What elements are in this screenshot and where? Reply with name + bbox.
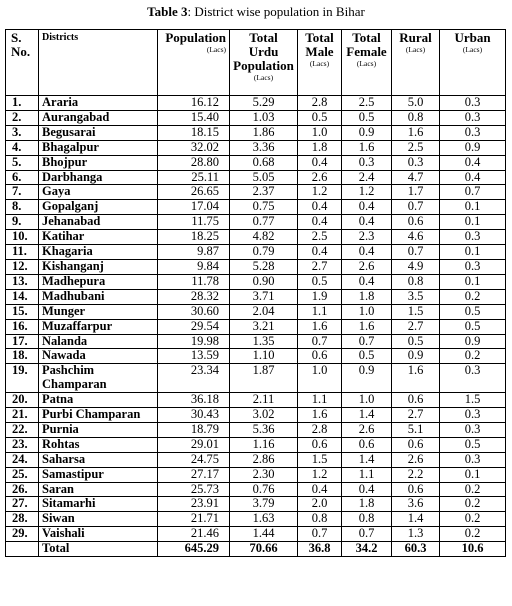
table-row [6, 512, 506, 527]
male-cell: 1.9 [298, 289, 342, 304]
female-cell: 0.4 [342, 215, 392, 230]
district-cell: Araria [39, 96, 158, 111]
sno-cell: 20. [6, 393, 39, 408]
urdu-cell: 2.37 [230, 185, 298, 200]
female-cell: 2.3 [342, 230, 392, 245]
female-cell: 2.4 [342, 170, 392, 185]
header-population-label: Population [165, 30, 226, 45]
population-cell: 18.25 [158, 230, 230, 245]
male-cell: 2.6 [298, 170, 342, 185]
total-sno-cell [6, 542, 39, 557]
header-urdu-unit: (Lacs) [253, 72, 274, 82]
population-cell: 11.75 [158, 215, 230, 230]
table-row [6, 364, 506, 393]
female-cell: 0.7 [342, 334, 392, 349]
urban-cell: 0.5 [440, 304, 506, 319]
urdu-cell: 0.75 [230, 200, 298, 215]
urban-cell: 0.3 [440, 408, 506, 423]
population-cell: 28.32 [158, 289, 230, 304]
male-cell: 0.7 [298, 334, 342, 349]
urdu-cell: 2.04 [230, 304, 298, 319]
urdu-cell: 3.02 [230, 408, 298, 423]
urban-cell: 0.4 [440, 155, 506, 170]
population-cell: 9.84 [158, 259, 230, 274]
population-cell: 29.54 [158, 319, 230, 334]
district-cell: Gaya [39, 185, 158, 200]
sno-cell: 28. [6, 512, 39, 527]
rural-cell: 1.5 [392, 304, 440, 319]
population-cell: 23.34 [158, 364, 230, 393]
sno-cell: 27. [6, 497, 39, 512]
header-urdu [230, 30, 298, 96]
female-cell: 1.0 [342, 393, 392, 408]
sno-cell: 26. [6, 482, 39, 497]
table-row [6, 482, 506, 497]
rural-cell: 0.7 [392, 200, 440, 215]
district-cell: Madhubani [39, 289, 158, 304]
table-row [6, 259, 506, 274]
population-cell: 9.87 [158, 245, 230, 260]
district-cell: Munger [39, 304, 158, 319]
male-cell: 1.0 [298, 125, 342, 140]
rural-cell: 0.9 [392, 349, 440, 364]
urban-cell: 1.5 [440, 393, 506, 408]
urdu-cell: 1.87 [230, 364, 298, 393]
district-cell: Jehanabad [39, 215, 158, 230]
urdu-cell: 1.86 [230, 125, 298, 140]
sno-cell: 3. [6, 125, 39, 140]
district-cell: Sitamarhi [39, 497, 158, 512]
urdu-cell: 2.86 [230, 452, 298, 467]
female-cell: 0.5 [342, 349, 392, 364]
table-row [6, 125, 506, 140]
male-cell: 1.1 [298, 393, 342, 408]
header-rural-label: Rural [399, 30, 432, 45]
female-cell: 1.0 [342, 304, 392, 319]
table-caption: : District wise population in Bihar [187, 4, 365, 19]
population-cell: 28.80 [158, 155, 230, 170]
sno-cell: 7. [6, 185, 39, 200]
district-cell: Kishanganj [39, 259, 158, 274]
header-male [298, 30, 342, 96]
district-cell: Vaishali [39, 527, 158, 542]
table-row [6, 230, 506, 245]
table-row [6, 422, 506, 437]
female-cell: 1.8 [342, 497, 392, 512]
urdu-cell: 5.05 [230, 170, 298, 185]
rural-cell: 4.7 [392, 170, 440, 185]
urban-cell: 0.7 [440, 185, 506, 200]
header-male-unit: (Lacs) [309, 58, 330, 68]
header-rural-unit: (Lacs) [405, 44, 426, 54]
female-cell: 0.4 [342, 200, 392, 215]
district-cell: Saran [39, 482, 158, 497]
female-cell: 1.8 [342, 289, 392, 304]
table-row [6, 140, 506, 155]
population-table [5, 29, 506, 557]
female-cell: 0.9 [342, 125, 392, 140]
urdu-cell: 0.79 [230, 245, 298, 260]
urdu-cell: 3.71 [230, 289, 298, 304]
urdu-cell: 0.77 [230, 215, 298, 230]
district-cell: Nawada [39, 349, 158, 364]
urdu-cell: 2.30 [230, 467, 298, 482]
sno-cell: 9. [6, 215, 39, 230]
table-row [6, 304, 506, 319]
sno-cell: 18. [6, 349, 39, 364]
population-cell: 30.43 [158, 408, 230, 423]
population-cell: 27.17 [158, 467, 230, 482]
district-cell: Nalanda [39, 334, 158, 349]
male-cell: 1.5 [298, 452, 342, 467]
sno-cell: 8. [6, 200, 39, 215]
urban-cell: 0.2 [440, 527, 506, 542]
female-cell: 1.4 [342, 408, 392, 423]
male-cell: 1.2 [298, 185, 342, 200]
district-cell: Purnia [39, 422, 158, 437]
district-cell: Madhepura [39, 274, 158, 289]
header-female-label: Total Female [346, 30, 387, 59]
female-cell: 0.8 [342, 512, 392, 527]
male-cell: 0.4 [298, 155, 342, 170]
sno-cell: 21. [6, 408, 39, 423]
population-cell: 18.79 [158, 422, 230, 437]
table-row [6, 408, 506, 423]
total-rural: 60.3 [392, 542, 440, 557]
population-cell: 25.11 [158, 170, 230, 185]
table-row [6, 245, 506, 260]
urban-cell: 0.3 [440, 422, 506, 437]
rural-cell: 5.0 [392, 96, 440, 111]
sno-cell: 11. [6, 245, 39, 260]
table-row [6, 200, 506, 215]
population-cell: 24.75 [158, 452, 230, 467]
female-cell: 2.6 [342, 259, 392, 274]
district-cell: Purbi Champaran [39, 408, 158, 423]
male-cell: 0.5 [298, 110, 342, 125]
sno-cell: 29. [6, 527, 39, 542]
population-cell: 17.04 [158, 200, 230, 215]
total-urdu: 70.66 [230, 542, 298, 557]
total-label: Total [39, 542, 158, 557]
rural-cell: 0.8 [392, 110, 440, 125]
female-cell: 1.4 [342, 452, 392, 467]
table-row [6, 319, 506, 334]
urdu-cell: 1.44 [230, 527, 298, 542]
rural-cell: 0.8 [392, 274, 440, 289]
urdu-cell: 0.76 [230, 482, 298, 497]
urban-cell: 0.1 [440, 215, 506, 230]
urdu-cell: 5.29 [230, 96, 298, 111]
rural-cell: 0.3 [392, 155, 440, 170]
urban-cell: 0.2 [440, 512, 506, 527]
male-cell: 1.1 [298, 304, 342, 319]
urban-cell: 0.3 [440, 259, 506, 274]
female-cell: 1.6 [342, 140, 392, 155]
rural-cell: 2.6 [392, 452, 440, 467]
male-cell: 0.4 [298, 200, 342, 215]
male-cell: 0.8 [298, 512, 342, 527]
urban-cell: 0.1 [440, 274, 506, 289]
header-urban-label: Urban [454, 30, 491, 45]
urdu-cell: 5.36 [230, 422, 298, 437]
header-sno: S. No. [6, 30, 39, 96]
table-row [6, 110, 506, 125]
urdu-cell: 1.16 [230, 437, 298, 452]
header-population [158, 30, 230, 96]
table-body [6, 96, 506, 542]
header-population-unit: (Lacs) [206, 44, 226, 54]
population-cell: 29.01 [158, 437, 230, 452]
male-cell: 2.8 [298, 422, 342, 437]
urban-cell: 0.9 [440, 140, 506, 155]
urban-cell: 0.3 [440, 96, 506, 111]
table-title [0, 4, 512, 20]
rural-cell: 2.7 [392, 319, 440, 334]
male-cell: 0.6 [298, 349, 342, 364]
header-rural [392, 30, 440, 96]
rural-cell: 1.6 [392, 364, 440, 393]
urban-cell: 0.2 [440, 349, 506, 364]
rural-cell: 3.6 [392, 497, 440, 512]
header-row [6, 30, 506, 96]
district-cell: Pashchim Champaran [39, 364, 158, 393]
male-cell: 0.5 [298, 274, 342, 289]
urban-cell: 0.2 [440, 497, 506, 512]
district-cell: Darbhanga [39, 170, 158, 185]
sno-cell: 22. [6, 422, 39, 437]
district-cell: Rohtas [39, 437, 158, 452]
rural-cell: 2.2 [392, 467, 440, 482]
female-cell: 0.7 [342, 527, 392, 542]
district-cell: Katihar [39, 230, 158, 245]
header-male-label: Total Male [305, 30, 334, 59]
header-urban-unit: (Lacs) [462, 44, 483, 54]
table-row [6, 170, 506, 185]
table-row [6, 185, 506, 200]
sno-cell: 23. [6, 437, 39, 452]
district-cell: Khagaria [39, 245, 158, 260]
population-cell: 32.02 [158, 140, 230, 155]
urdu-cell: 3.21 [230, 319, 298, 334]
urdu-cell: 1.63 [230, 512, 298, 527]
male-cell: 0.4 [298, 482, 342, 497]
male-cell: 2.8 [298, 96, 342, 111]
female-cell: 0.6 [342, 437, 392, 452]
table-row [6, 527, 506, 542]
table-row [6, 96, 506, 111]
male-cell: 1.8 [298, 140, 342, 155]
header-urdu-label: Total Urdu Population [233, 30, 294, 73]
table-row [6, 393, 506, 408]
table-row [6, 334, 506, 349]
rural-cell: 0.7 [392, 245, 440, 260]
population-cell: 15.40 [158, 110, 230, 125]
table-row [6, 349, 506, 364]
urban-cell: 0.3 [440, 452, 506, 467]
rural-cell: 0.6 [392, 215, 440, 230]
female-cell: 2.5 [342, 96, 392, 111]
male-cell: 1.2 [298, 467, 342, 482]
sno-cell: 2. [6, 110, 39, 125]
population-cell: 21.71 [158, 512, 230, 527]
sno-cell: 14. [6, 289, 39, 304]
total-population: 645.29 [158, 542, 230, 557]
population-cell: 25.73 [158, 482, 230, 497]
urban-cell: 0.3 [440, 364, 506, 393]
district-cell: Gopalganj [39, 200, 158, 215]
population-cell: 11.78 [158, 274, 230, 289]
table-row [6, 497, 506, 512]
rural-cell: 4.6 [392, 230, 440, 245]
rural-cell: 3.5 [392, 289, 440, 304]
sno-cell: 24. [6, 452, 39, 467]
total-row [6, 542, 506, 557]
male-cell: 2.0 [298, 497, 342, 512]
urban-cell: 0.5 [440, 319, 506, 334]
urdu-cell: 2.11 [230, 393, 298, 408]
district-cell: Patna [39, 393, 158, 408]
sno-cell: 5. [6, 155, 39, 170]
district-cell: Aurangabad [39, 110, 158, 125]
rural-cell: 4.9 [392, 259, 440, 274]
urdu-cell: 0.68 [230, 155, 298, 170]
table-number: Table 3 [147, 4, 188, 19]
rural-cell: 5.1 [392, 422, 440, 437]
rural-cell: 0.6 [392, 437, 440, 452]
table-row [6, 215, 506, 230]
female-cell: 0.9 [342, 364, 392, 393]
male-cell: 2.5 [298, 230, 342, 245]
urdu-cell: 5.28 [230, 259, 298, 274]
urban-cell: 0.3 [440, 125, 506, 140]
male-cell: 1.6 [298, 408, 342, 423]
urban-cell: 0.9 [440, 334, 506, 349]
rural-cell: 1.6 [392, 125, 440, 140]
urban-cell: 0.1 [440, 467, 506, 482]
female-cell: 0.4 [342, 245, 392, 260]
sno-cell: 15. [6, 304, 39, 319]
urdu-cell: 0.90 [230, 274, 298, 289]
header-female [342, 30, 392, 96]
population-cell: 26.65 [158, 185, 230, 200]
sno-cell: 13. [6, 274, 39, 289]
sno-cell: 17. [6, 334, 39, 349]
table-row [6, 289, 506, 304]
population-cell: 23.91 [158, 497, 230, 512]
rural-cell: 0.6 [392, 393, 440, 408]
female-cell: 0.5 [342, 110, 392, 125]
sno-cell: 16. [6, 319, 39, 334]
sno-cell: 12. [6, 259, 39, 274]
sno-cell: 25. [6, 467, 39, 482]
sno-cell: 4. [6, 140, 39, 155]
female-cell: 0.4 [342, 274, 392, 289]
sno-cell: 1. [6, 96, 39, 111]
male-cell: 0.6 [298, 437, 342, 452]
rural-cell: 1.4 [392, 512, 440, 527]
total-male: 36.8 [298, 542, 342, 557]
sno-cell: 6. [6, 170, 39, 185]
urban-cell: 0.4 [440, 170, 506, 185]
population-cell: 19.98 [158, 334, 230, 349]
male-cell: 2.7 [298, 259, 342, 274]
urdu-cell: 4.82 [230, 230, 298, 245]
header-districts: Districts [39, 30, 158, 96]
female-cell: 1.6 [342, 319, 392, 334]
population-cell: 13.59 [158, 349, 230, 364]
rural-cell: 0.6 [392, 482, 440, 497]
female-cell: 1.1 [342, 467, 392, 482]
header-female-unit: (Lacs) [356, 58, 377, 68]
urban-cell: 0.5 [440, 437, 506, 452]
rural-cell: 1.3 [392, 527, 440, 542]
header-urban [440, 30, 506, 96]
female-cell: 0.3 [342, 155, 392, 170]
district-cell: Begusarai [39, 125, 158, 140]
district-cell: Bhojpur [39, 155, 158, 170]
urdu-cell: 3.79 [230, 497, 298, 512]
urban-cell: 0.1 [440, 245, 506, 260]
female-cell: 2.6 [342, 422, 392, 437]
rural-cell: 0.5 [392, 334, 440, 349]
urban-cell: 0.2 [440, 289, 506, 304]
male-cell: 0.4 [298, 245, 342, 260]
male-cell: 1.0 [298, 364, 342, 393]
sno-cell: 19. [6, 364, 39, 393]
urban-cell: 0.3 [440, 230, 506, 245]
female-cell: 0.4 [342, 482, 392, 497]
population-cell: 16.12 [158, 96, 230, 111]
table-row [6, 437, 506, 452]
urban-cell: 0.2 [440, 482, 506, 497]
sno-cell: 10. [6, 230, 39, 245]
total-urban: 10.6 [440, 542, 506, 557]
population-cell: 36.18 [158, 393, 230, 408]
urdu-cell: 1.35 [230, 334, 298, 349]
male-cell: 1.6 [298, 319, 342, 334]
rural-cell: 2.7 [392, 408, 440, 423]
urdu-cell: 3.36 [230, 140, 298, 155]
male-cell: 0.4 [298, 215, 342, 230]
population-cell: 30.60 [158, 304, 230, 319]
table-row [6, 155, 506, 170]
urban-cell: 0.1 [440, 200, 506, 215]
rural-cell: 1.7 [392, 185, 440, 200]
urban-cell: 0.3 [440, 110, 506, 125]
district-cell: Siwan [39, 512, 158, 527]
district-cell: Saharsa [39, 452, 158, 467]
female-cell: 1.2 [342, 185, 392, 200]
district-cell: Samastipur [39, 467, 158, 482]
district-cell: Bhagalpur [39, 140, 158, 155]
population-cell: 21.46 [158, 527, 230, 542]
population-cell: 18.15 [158, 125, 230, 140]
rural-cell: 2.5 [392, 140, 440, 155]
table-row [6, 467, 506, 482]
male-cell: 0.7 [298, 527, 342, 542]
total-female: 34.2 [342, 542, 392, 557]
district-cell: Muzaffarpur [39, 319, 158, 334]
urdu-cell: 1.10 [230, 349, 298, 364]
urdu-cell: 1.03 [230, 110, 298, 125]
table-row [6, 452, 506, 467]
table-row [6, 274, 506, 289]
